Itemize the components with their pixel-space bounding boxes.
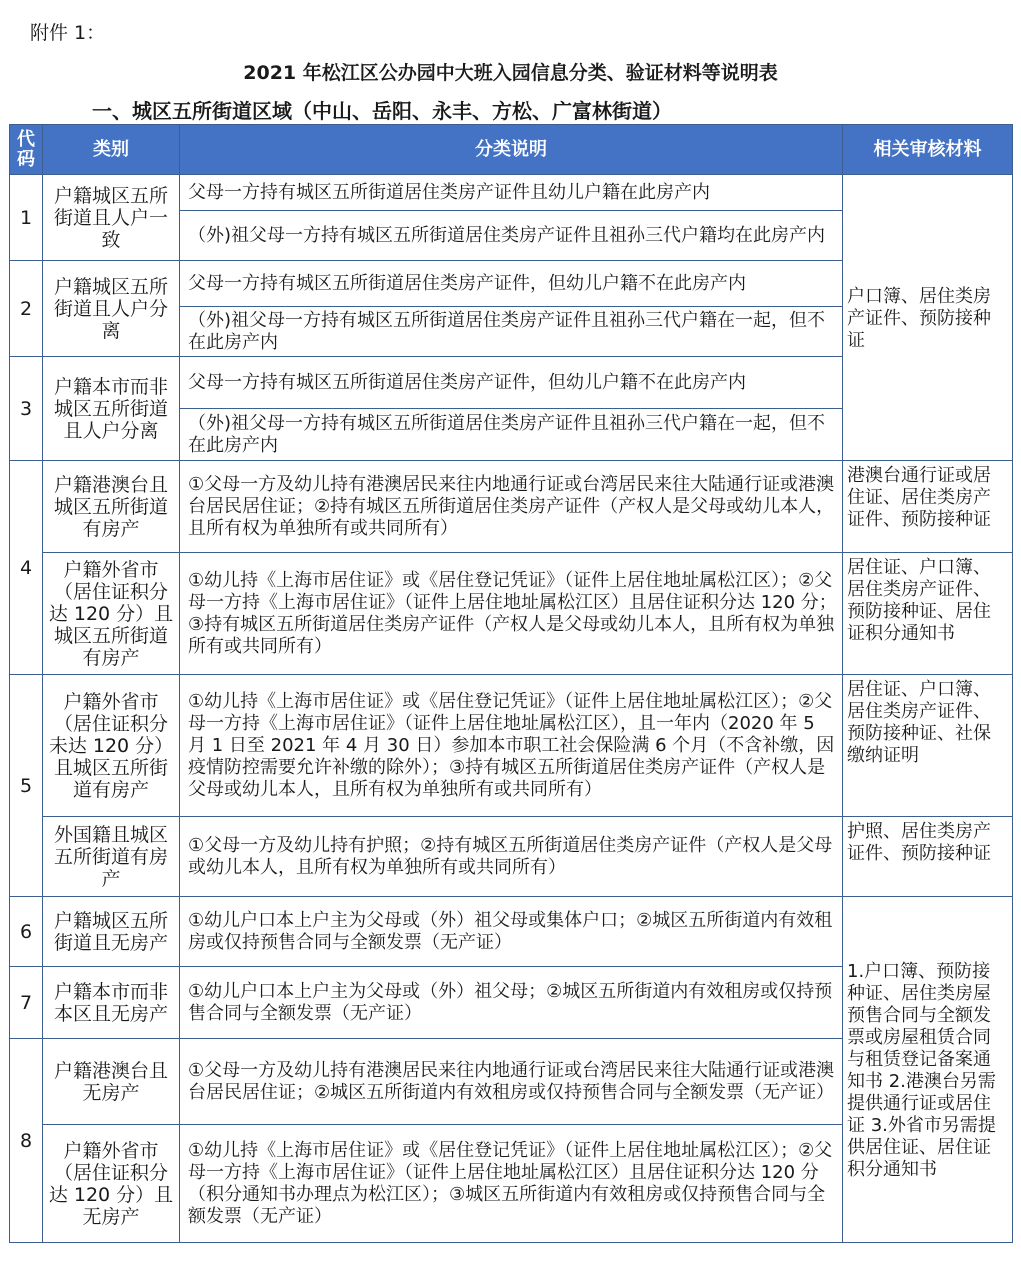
row-code: 2 [10,261,43,357]
row-desc: ①父母一方及幼儿持有护照；②持有城区五所街道居住类房产证件（产权人是父母或幼儿本人，且所有权为单独所有或共同所有） [180,817,843,897]
row-code: 3 [10,357,43,461]
row-category: 外国籍且城区五所街道有房产 [43,817,180,897]
table-row [10,175,1013,211]
row-desc: 父母一方持有城区五所街道居住类房产证件，但幼儿户籍不在此房产内 [180,261,843,307]
table-header-row [10,125,1013,175]
table-row [10,817,1013,897]
row-code: 8 [10,1039,43,1243]
row-desc: （外)祖父母一方持有城区五所街道居住类房产证件且祖孙三代户籍均在此房产内 [180,211,843,261]
row-materials: 居住证、户口簿、居住类房产证件、预防接种证、社保缴纳证明 [843,675,1013,817]
header-desc: 分类说明 [180,125,843,175]
row-code: 4 [10,461,43,675]
row-materials: 居住证、户口簿、居住类房产证件、预防接种证、居住证积分通知书 [843,553,1013,675]
row-desc: （外)祖父母一方持有城区五所街道居住类房产证件且祖孙三代户籍在一起，但不在此房产内 [180,307,843,357]
row-desc: ①父母一方及幼儿持有港澳居民来往内地通行证或台湾居民来往大陆通行证或港澳台居民居住证；②城区五所街道内有效租房或仅持预售合同与全额发票（无产证） [180,1039,843,1125]
row-category: 户籍港澳台且无房产 [43,1039,180,1125]
row-materials: 护照、居住类房产证件、预防接种证 [843,817,1013,897]
row-materials: 港澳台通行证或居住证、居住类房产证件、预防接种证 [843,461,1013,553]
row-desc: （外)祖父母一方持有城区五所街道居住类房产证件且祖孙三代户籍在一起，但不在此房产内 [180,409,843,461]
header-materials: 相关审核材料 [843,125,1013,175]
row-code: 1 [10,175,43,261]
row-desc: ①幼儿持《上海市居住证》或《居住登记凭证》（证件上居住地址属松江区）；②父母一方持《上海市居住证》（证件上居住地址属松江区）且居住证积分达 120 分（积分通知书办理点为松江区）；③城区五所街道内有效租房或仅持预售合同与全额发票（无产证） [180,1125,843,1243]
row-category: 户籍城区五所街道且人户分离 [43,261,180,357]
section-heading: 一、城区五所街道区域（中山、岳阳、永丰、方松、广富林街道） [92,99,672,123]
row-materials: 户口簿、居住类房产证件、预防接种证 [843,175,1013,461]
row-category: 户籍外省市（居住证积分达 120 分）且无房产 [43,1125,180,1243]
row-desc: ①幼儿持《上海市居住证》或《居住登记凭证》（证件上居住地址属松江区）；②父母一方持《上海市居住证》（证件上居住地址属松江区），且一年内（2020 年 5 月 1 日至 2021 年 4 月 30 日）参加本市职工社会保险满 6 个月（不含补缴，因疫情防控需要允许补缴的除外）；③持有城区五所街道居住类房产证件（产权人是父母或幼儿本人，且所有权为单独所有或共同所有） [180,675,843,817]
row-desc: ①幼儿户口本上户主为父母或（外）祖父母；②城区五所街道内有效租房或仅持预售合同与全额发票（无产证） [180,967,843,1039]
row-desc: ①幼儿持《上海市居住证》或《居住登记凭证》（证件上居住地址属松江区）；②父母一方持《上海市居住证》（证件上居住地址属松江区）且居住证积分达 120 分；③持有城区五所街道居住类房产证件（产权人是父母或幼儿本人，且所有权为单独所有或共同所有） [180,553,843,675]
row-category: 户籍外省市（居住证积分未达 120 分）且城区五所街道有房产 [43,675,180,817]
row-category: 户籍城区五所街道且人户一致 [43,175,180,261]
row-category: 户籍本市而非城区五所街道且人户分离 [43,357,180,461]
info-table [9,124,1013,1243]
row-materials: 1.户口簿、预防接种证、居住类房屋预售合同与全额发票或房屋租赁合同与租赁登记备案通知书 2.港澳台另需提供通行证或居住证 3.外省市另需提供居住证、居住证积分通知书 [843,897,1013,1243]
header-category: 类别 [43,125,180,175]
row-desc: ①幼儿户口本上户主为父母或（外）祖父母或集体户口；②城区五所街道内有效租房或仅持预售合同与全额发票（无产证） [180,897,843,967]
row-code: 6 [10,897,43,967]
row-desc: 父母一方持有城区五所街道居住类房产证件且幼儿户籍在此房产内 [180,175,843,211]
page-title: 2021 年松江区公办园中大班入园信息分类、验证材料等说明表 [243,62,778,84]
row-category: 户籍港澳台且城区五所街道有房产 [43,461,180,553]
row-desc: 父母一方持有城区五所街道居住类房产证件，但幼儿户籍不在此房产内 [180,357,843,409]
row-category: 户籍城区五所街道且无房产 [43,897,180,967]
row-code: 7 [10,967,43,1039]
annex-label: 附件 1： [30,22,106,44]
row-desc: ①父母一方及幼儿持有港澳居民来往内地通行证或台湾居民来往大陆通行证或港澳台居民居住证；②持有城区五所街道居住类房产证件（产权人是父母或幼儿本人，且所有权为单独所有或共同所有） [180,461,843,553]
table-row [10,553,1013,675]
table-row [10,675,1013,817]
table-row [10,897,1013,967]
row-category: 户籍外省市（居住证积分达 120 分）且城区五所街道有房产 [43,553,180,675]
row-code: 5 [10,675,43,897]
table-row [10,461,1013,553]
row-category: 户籍本市而非本区且无房产 [43,967,180,1039]
header-code: 代码 [10,125,43,175]
